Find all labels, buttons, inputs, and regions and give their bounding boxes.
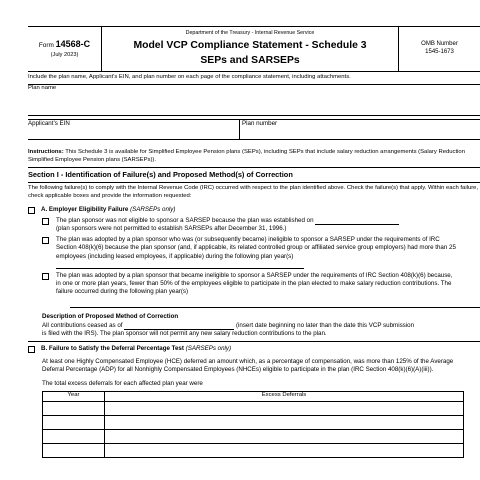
table-row [43, 415, 464, 429]
form-title-line1: Model VCP Compliance Statement - Schedule 3 [133, 39, 367, 51]
form-header [28, 26, 480, 72]
correction-method-text [42, 322, 472, 338]
table-row [43, 429, 464, 443]
instructions-label: Instructions: [28, 148, 64, 155]
failure-b-checkbox[interactable] [28, 346, 35, 353]
table-row [43, 401, 464, 415]
option-2-years-line[interactable] [56, 263, 304, 269]
section-1-title: Section I - Identification of Failure(s) and Proposed Method(s) of Correction [28, 168, 480, 183]
table-header-row [43, 391, 464, 401]
form-title-box [102, 27, 398, 71]
table-row [43, 443, 464, 457]
omb-number: 1545-1673 [425, 48, 454, 55]
failure-a-option-2-text: The plan was adopted by a plan sponsor who was (or subsequently became) ineligible to sponsor a SARSEP under the requirements of IRC Section 408(k)(6) because the plan sponsor (and, if applicable, its related controlled group or affiliated service group employers) had more than 25 employees (including leased employees, if applicable) during the following plan year(s) [56, 236, 456, 260]
form-label: Form [38, 42, 54, 49]
failure-a-option-2-checkbox[interactable] [42, 237, 49, 244]
correction-text-part2: (insert date beginning no later than the date this VCP submission [235, 321, 415, 329]
instructions-text: This Schedule 3 is available for Simplified Employee Pension plans (SEPs), including SEPs that include salary reduction arrangements (Salary Reduction Simplified Employee Pension plans (SARSEPs)). [28, 148, 465, 163]
excess-deferral-cell[interactable] [105, 415, 464, 429]
form-id-box [28, 27, 102, 71]
option-3-years-line[interactable] [70, 307, 480, 308]
failure-a-option-3 [42, 272, 480, 297]
form-date: (July 2023) [50, 51, 79, 58]
correction-text-line2: is filed with the IRS). The plan sponsor will not permit any new salary reduction contributions to the plan. [42, 329, 327, 337]
divider [28, 341, 480, 342]
omb-box [398, 27, 480, 71]
failure-a-option-2 [42, 236, 480, 269]
establish-date-line[interactable] [315, 219, 399, 225]
department-name: Department of the Treasury - Internal Revenue Service [185, 30, 315, 36]
year-cell[interactable] [43, 429, 105, 443]
failure-b-item [28, 345, 480, 353]
failure-a-option-3-text: The plan was adopted by a plan sponsor that became ineligible to sponsor a SARSEP under the requirements of IRC Section 408(k)(6) because, in one or more plan years, fewer than 50% of the employees eligible to participate in the plan elected to make salary reduction contributions. The failure occurred during the following plan year(s) [56, 271, 453, 296]
failure-a-qualifier: (SARSEPs only) [130, 205, 176, 213]
failure-a-option-3-checkbox[interactable] [42, 273, 49, 280]
correction-text-part1: All contributions ceased as of [42, 321, 123, 329]
failure-a-option-1-checkbox[interactable] [42, 218, 49, 225]
year-cell[interactable] [43, 443, 105, 457]
failure-a-option-1-note: (plan sponsors were not permitted to establish SARSEPs after December 31, 1996.) [56, 225, 287, 233]
failure-a-checkbox[interactable] [28, 207, 35, 214]
form-number: 14568-C [55, 39, 91, 49]
form-title-line2: SEPs and SARSEPs [200, 54, 300, 66]
failure-a-label: A. Employer Eligibility Failure [41, 205, 129, 213]
section-1-intro: The following failure(s) to comply with the Internal Revenue Code (IRC) occurred with respect to the plan identified above. Check the failure(s) that apply. Within each failure, check applicable boxes and provide the information requested: [28, 185, 479, 199]
year-cell[interactable] [43, 415, 105, 429]
failure-b-qualifier: (SARSEPs only) [185, 345, 232, 353]
failure-b-text: At least one Highly Compensated Employee (HCE) deferred an amount which, as a percentage of compensation, was more than 125% of the Average Deferral Percentage (ADP) for all Nonhighly Compensated Employees (NHCEs) eligible to participate in the plan (IRC Section 408(k)(6)(A)(iii)). [42, 358, 454, 374]
applicant-ein-field[interactable] [28, 120, 240, 139]
plan-number-label: Plan number [242, 119, 278, 127]
correction-method-title: Description of Proposed Method of Correction [42, 312, 179, 320]
year-cell[interactable] [43, 401, 105, 415]
instructions [28, 146, 480, 169]
failure-b-label: B. Failure to Satisfy the Deferral Percentage Test [41, 345, 184, 353]
excess-deferrals-table [42, 391, 464, 458]
excess-deferrals-column-header: Excess Deferrals [105, 391, 464, 401]
year-column-header: Year [43, 391, 105, 401]
excess-deferrals-intro: The total excess deferrals for each affected plan year were [42, 379, 203, 387]
failure-a-item [28, 206, 480, 214]
include-note: Include the plan name, Applicant’s EIN, and plan number on each page of the compliance statement, including attachments. [28, 72, 480, 85]
applicant-ein-label: Applicant’s EIN [28, 119, 70, 127]
failure-a-option-1-text: The plan sponsor was not eligible to sponsor a SARSEP because the plan was established on [56, 216, 314, 224]
failure-a-option-1 [42, 217, 480, 233]
excess-deferral-cell[interactable] [105, 401, 464, 415]
plan-number-field[interactable] [240, 120, 480, 139]
plan-name-label: Plan name [28, 84, 57, 91]
plan-name-field[interactable] [28, 85, 480, 116]
omb-label: OMB Number [421, 41, 458, 47]
ein-plan-number-row [28, 119, 480, 140]
excess-deferral-cell[interactable] [105, 429, 464, 443]
excess-deferral-cell[interactable] [105, 443, 464, 457]
form-page [28, 26, 480, 458]
